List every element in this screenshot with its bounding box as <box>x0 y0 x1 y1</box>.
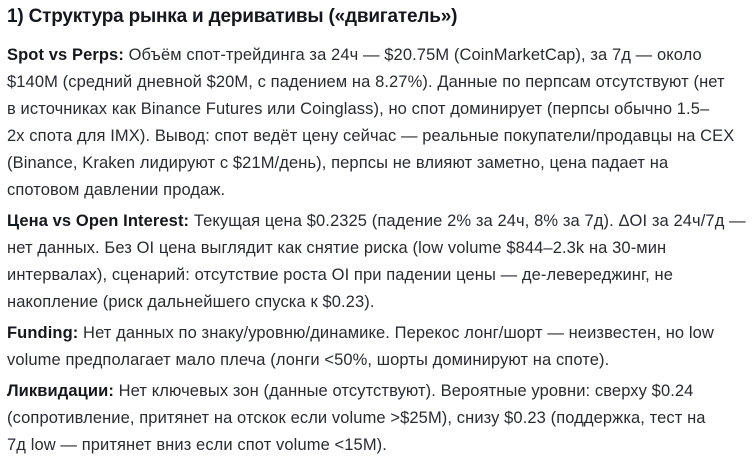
paragraph-funding-text: Нет данных по знаку/уровню/динамике. Перекос лонг/шорт — неизвестен, но low volume предполагает мало плеча (лонги <50%, шорты доминируют на споте). <box>7 324 714 369</box>
paragraph-price-vs-open-interest <box>7 208 752 316</box>
paragraph-liquidations-text: Нет ключевых зон (данные отсутствуют). Вероятные уровни: сверху $0.24 (сопротивление, притянет на отскок если volume >$25M), снизу $0.23 (поддержка, тест на 7д low — притянет вниз если спот volume <15M). <box>7 382 706 454</box>
term-liquidations: Ликвидации: <box>7 382 114 400</box>
paragraph-price-vs-open-interest-text: Текущая цена $0.2325 (падение 2% за 24ч, 8% за 7д). ΔOI за 24ч/7д — нет данных. Без OI цена выглядит как снятие риска (low volume $844–2.3k на 30-мин интервалах), сценарий: отсутствие роста OI при падении цены — де-левереджинг, не накопление (риск дальнейшего спуска к $0.23). <box>7 212 746 311</box>
term-funding: Funding: <box>7 324 79 342</box>
term-price-vs-open-interest: Цена vs Open Interest: <box>7 212 190 230</box>
paragraph-funding <box>7 320 752 374</box>
paragraph-liquidations <box>7 378 752 459</box>
paragraph-spot-vs-perps-text: Объём спот-трейдинга за 24ч — $20.75M (CoinMarketCap), за 7д — около $140M (средний дневной $20M, с падением на 8.27%). Данные по перпсам отсутствуют (нет в источниках как Binance Futures или Coinglass), но спот доминирует (перпсы обычно 1.5– 2x спота для IMX). Вывод: спот ведёт цену сейчас — реальные покупатели/продавцы на CEX (Binance, Kraken лидируют с $21M/день), перпсы не влияют заметно, цена падает на спотовом давлении продаж. <box>7 46 735 199</box>
paragraph-spot-vs-perps <box>7 42 752 204</box>
term-spot-vs-perps: Spot vs Perps: <box>7 46 124 64</box>
section-heading: 1) Структура рынка и деривативы («двигатель») <box>7 6 458 27</box>
